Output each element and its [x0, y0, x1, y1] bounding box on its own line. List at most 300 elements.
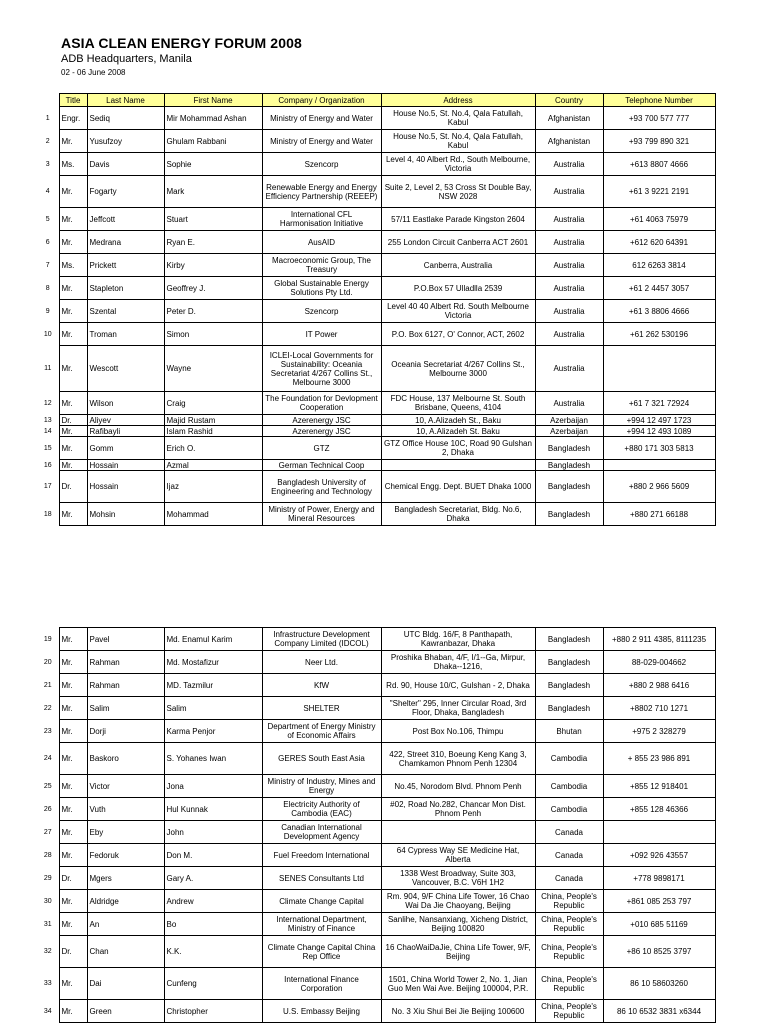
row-number: 13: [43, 416, 52, 424]
cell-address: #02, Road No.282, Chancar Mon Dist. Phnom Penh: [381, 798, 535, 821]
cell-telephone: +880 2 911 4385, 8111235: [603, 628, 715, 651]
cell-last-name: Rahman: [87, 651, 164, 674]
cell-country: Australia: [535, 323, 603, 346]
cell-address: House No.5, St. No.4, Qala Fatullah, Kabul: [381, 107, 535, 130]
table-row: [37, 968, 715, 1000]
cell-last-name: Salim: [87, 697, 164, 720]
cell-organization: Infrastructure Development Company Limited (IDCOL): [262, 628, 381, 651]
cell-telephone: +612 620 64391: [603, 231, 715, 254]
cell-title: Mr.: [59, 968, 87, 1000]
cell-title: Mr.: [59, 1000, 87, 1023]
cell-telephone: +010 685 51169: [603, 913, 715, 936]
cell-first-name: Sophie: [164, 153, 262, 176]
cell-address: Oceania Secretariat 4/267 Collins St., Melbourne 3000: [381, 346, 535, 392]
cell-first-name: MD. Tazmilur: [164, 674, 262, 697]
table-header-row: [37, 94, 715, 107]
cell-first-name: Craig: [164, 392, 262, 415]
cell-address: 255 London Circuit Canberra ACT 2601: [381, 231, 535, 254]
cell-organization: Ministry of Energy and Water: [262, 130, 381, 153]
cell-title: Mr.: [59, 231, 87, 254]
row-number: 17: [43, 483, 52, 490]
cell-last-name: Mgers: [87, 867, 164, 890]
cell-country: Canada: [535, 867, 603, 890]
cell-title: Mr.: [59, 323, 87, 346]
cell-country: China, People's Republic: [535, 1000, 603, 1023]
cell-country: Canada: [535, 844, 603, 867]
cell-organization: International Finance Corporation: [262, 968, 381, 1000]
cell-title: Engr.: [59, 107, 87, 130]
cell-organization: Climate Change Capital: [262, 890, 381, 913]
cell-country: Azerbaijan: [535, 415, 603, 426]
cell-last-name: Mohsin: [87, 503, 164, 526]
cell-telephone: +880 271 66188: [603, 503, 715, 526]
cell-telephone: +092 926 43557: [603, 844, 715, 867]
cell-telephone: + 855 23 986 891: [603, 743, 715, 775]
row-number: 24: [43, 755, 52, 762]
cell-country: Australia: [535, 231, 603, 254]
table-row: [37, 821, 715, 844]
table-row: [37, 254, 715, 277]
cell-address: 10, A.Alizadeh St. Baku: [381, 426, 535, 437]
cell-address: Level 4, 40 Albert Rd., South Melbourne, Victoria: [381, 153, 535, 176]
cell-first-name: Jona: [164, 775, 262, 798]
row-number: 30: [43, 897, 52, 905]
cell-address: [381, 460, 535, 471]
cell-telephone: +994 12 497 1723: [603, 415, 715, 426]
cell-organization: Neer Ltd.: [262, 651, 381, 674]
row-number: 29: [43, 874, 52, 882]
cell-title: Dr.: [59, 936, 87, 968]
cell-title: Mr.: [59, 651, 87, 674]
cell-address: 16 ChaoWaiDaJie, China Life Tower, 9/F, Beijing: [381, 936, 535, 968]
cell-first-name: Azmal: [164, 460, 262, 471]
cell-title: Mr.: [59, 346, 87, 392]
cell-title: Mr.: [59, 426, 87, 437]
cell-last-name: An: [87, 913, 164, 936]
cell-last-name: Green: [87, 1000, 164, 1023]
table-row: [37, 697, 715, 720]
row-number: 34: [43, 1007, 52, 1015]
cell-organization: Bangladesh University of Engineering and Technology: [262, 471, 381, 503]
table-row: [37, 798, 715, 821]
cell-organization: SHELTER: [262, 697, 381, 720]
cell-first-name: Ijaz: [164, 471, 262, 503]
cell-country: Azerbaijan: [535, 426, 603, 437]
cell-last-name: Wescott: [87, 346, 164, 392]
table-row: [37, 346, 715, 392]
cell-country: Australia: [535, 254, 603, 277]
cell-telephone: +855 12 918401: [603, 775, 715, 798]
cell-first-name: Bo: [164, 913, 262, 936]
row-number: 27: [43, 828, 52, 836]
cell-first-name: Andrew: [164, 890, 262, 913]
cell-telephone: +61 4063 75979: [603, 208, 715, 231]
cell-last-name: Stapleton: [87, 277, 164, 300]
table-row: [37, 775, 715, 798]
cell-first-name: Ghulam Rabbani: [164, 130, 262, 153]
cell-telephone: +86 10 8525 3797: [603, 936, 715, 968]
cell-last-name: Hossain: [87, 460, 164, 471]
cell-country: Afghanistan: [535, 130, 603, 153]
cell-organization: Electricity Authority of Cambodia (EAC): [262, 798, 381, 821]
table-row: [37, 130, 715, 153]
cell-first-name: Cunfeng: [164, 968, 262, 1000]
cell-last-name: Troman: [87, 323, 164, 346]
cell-first-name: Majid Rustam: [164, 415, 262, 426]
cell-last-name: Aldridge: [87, 890, 164, 913]
cell-first-name: John: [164, 821, 262, 844]
cell-country: China, People's Republic: [535, 890, 603, 913]
cell-first-name: Md. Enamul Karim: [164, 628, 262, 651]
row-number: 31: [43, 920, 52, 928]
cell-address: FDC House, 137 Melbourne St. South Brisbane, Queens, 4104: [381, 392, 535, 415]
cell-last-name: Gomm: [87, 437, 164, 460]
cell-first-name: Islam Rashid: [164, 426, 262, 437]
cell-address: No. 3 Xiu Shui Bei Jie Beijing 100600: [381, 1000, 535, 1023]
row-number: 6: [45, 238, 50, 246]
row-number: 5: [45, 215, 50, 223]
table-row: [37, 674, 715, 697]
document-subtitle: ADB Headquarters, Manila: [61, 53, 192, 65]
cell-address: Level 40 40 Albert Rd. South Melbourne Victoria: [381, 300, 535, 323]
cell-address: P.O.Box 57 Ulladlla 2539: [381, 277, 535, 300]
table-row: [37, 300, 715, 323]
table-row: [37, 936, 715, 968]
cell-title: Mr.: [59, 720, 87, 743]
cell-first-name: Don M.: [164, 844, 262, 867]
column-header-title: Title: [59, 94, 87, 107]
cell-last-name: Prickett: [87, 254, 164, 277]
cell-last-name: Aliyev: [87, 415, 164, 426]
cell-last-name: Davis: [87, 153, 164, 176]
table-row: [37, 503, 715, 526]
cell-organization: AusAID: [262, 231, 381, 254]
cell-telephone: +61 262 530196: [603, 323, 715, 346]
cell-address: UTC Bldg. 16/F, 8 Panthapath, Kawranbazar, Dhaka: [381, 628, 535, 651]
cell-title: Mr.: [59, 697, 87, 720]
cell-country: Bangladesh: [535, 628, 603, 651]
cell-telephone: +613 8807 4666: [603, 153, 715, 176]
table-row: [37, 867, 715, 890]
cell-organization: Ministry of Industry, Mines and Energy: [262, 775, 381, 798]
cell-telephone: +8802 710 1271: [603, 697, 715, 720]
cell-last-name: Vuth: [87, 798, 164, 821]
cell-telephone: +61 2 4457 3057: [603, 277, 715, 300]
row-number: 7: [45, 261, 50, 269]
cell-last-name: Eby: [87, 821, 164, 844]
cell-telephone: [603, 460, 715, 471]
cell-country: Bhutan: [535, 720, 603, 743]
cell-last-name: Fogarty: [87, 176, 164, 208]
row-number: 28: [43, 851, 52, 859]
cell-first-name: Salim: [164, 697, 262, 720]
cell-organization: International CFL Harmonisation Initiative: [262, 208, 381, 231]
table-row: [37, 176, 715, 208]
cell-address: Chemical Engg. Dept. BUET Dhaka 1000: [381, 471, 535, 503]
cell-organization: Ministry of Energy and Water: [262, 107, 381, 130]
cell-title: Mr.: [59, 844, 87, 867]
row-number: 19: [43, 635, 52, 643]
cell-title: Mr.: [59, 743, 87, 775]
cell-country: Bangladesh: [535, 471, 603, 503]
cell-address: "Shelter" 295, Inner Circular Road, 3rd Floor, Dhaka, Bangladesh: [381, 697, 535, 720]
cell-country: Australia: [535, 153, 603, 176]
cell-first-name: Stuart: [164, 208, 262, 231]
cell-telephone: [603, 821, 715, 844]
table-row: [37, 720, 715, 743]
cell-telephone: +880 2 988 6416: [603, 674, 715, 697]
cell-telephone: +778 9898171: [603, 867, 715, 890]
cell-title: Mr.: [59, 674, 87, 697]
cell-last-name: Dorji: [87, 720, 164, 743]
cell-country: Australia: [535, 277, 603, 300]
cell-organization: U.S. Embassy Beijing: [262, 1000, 381, 1023]
cell-first-name: Mark: [164, 176, 262, 208]
row-number: 12: [43, 399, 52, 407]
cell-organization: Canadian International Development Agency: [262, 821, 381, 844]
row-number: 26: [43, 805, 52, 813]
cell-address: Sanlihe, Nansanxiang, Xicheng District, Beijing 100820: [381, 913, 535, 936]
cell-telephone: +61 3 8806 4666: [603, 300, 715, 323]
cell-last-name: Victor: [87, 775, 164, 798]
cell-telephone: +93 700 577 777: [603, 107, 715, 130]
cell-first-name: Hul Kunnak: [164, 798, 262, 821]
cell-country: Bangladesh: [535, 697, 603, 720]
cell-first-name: K.K.: [164, 936, 262, 968]
table-row: [37, 651, 715, 674]
cell-first-name: Mohammad: [164, 503, 262, 526]
cell-organization: Fuel Freedom International: [262, 844, 381, 867]
cell-telephone: +880 2 966 5609: [603, 471, 715, 503]
cell-country: China, People's Republic: [535, 913, 603, 936]
cell-telephone: +975 2 328279: [603, 720, 715, 743]
cell-country: Bangladesh: [535, 460, 603, 471]
table-row: [37, 460, 715, 471]
cell-telephone: +61 7 321 72924: [603, 392, 715, 415]
row-number: 33: [43, 980, 52, 987]
cell-country: Cambodia: [535, 798, 603, 821]
cell-country: Australia: [535, 176, 603, 208]
cell-organization: GERES South East Asia: [262, 743, 381, 775]
cell-last-name: Wilson: [87, 392, 164, 415]
participants-table-page-1: [37, 93, 716, 526]
cell-organization: International Department, Ministry of Finance: [262, 913, 381, 936]
cell-first-name: Christopher: [164, 1000, 262, 1023]
cell-first-name: Kirby: [164, 254, 262, 277]
cell-telephone: +994 12 493 1089: [603, 426, 715, 437]
cell-address: 1501, China World Tower 2, No. 1, Jian Guo Men Wai Ave. Beijing 100004, P.R.: [381, 968, 535, 1000]
participants-table-page-2: [37, 627, 716, 1023]
cell-first-name: S. Yohanes Iwan: [164, 743, 262, 775]
cell-address: Rm. 904, 9/F China Life Tower, 16 Chao Wai Da Jie Chaoyang, Beijing: [381, 890, 535, 913]
cell-organization: German Technical Coop: [262, 460, 381, 471]
cell-address: 422, Street 310, Boeung Keng Kang 3, Chamkamon Phnom Penh 12304: [381, 743, 535, 775]
cell-address: [381, 821, 535, 844]
cell-title: Mr.: [59, 300, 87, 323]
table-row: [37, 323, 715, 346]
column-header-organization: Company / Organization: [262, 94, 381, 107]
table-row: [37, 231, 715, 254]
column-header-telephone: Telephone Number: [603, 94, 715, 107]
cell-organization: Ministry of Power, Energy and Mineral Resources: [262, 503, 381, 526]
table-row: [37, 471, 715, 503]
table-row: [37, 415, 715, 426]
cell-organization: Azerenergy JSC: [262, 415, 381, 426]
cell-organization: GTZ: [262, 437, 381, 460]
cell-address: Rd. 90, House 10/C, Gulshan - 2, Dhaka: [381, 674, 535, 697]
cell-last-name: Pavel: [87, 628, 164, 651]
row-number: 9: [45, 307, 50, 315]
cell-country: Bangladesh: [535, 674, 603, 697]
cell-organization: ICLEI-Local Governments for Sustainability: Oceania Secretariat 4/267 Collins St., Melbourne 3000: [262, 346, 381, 392]
cell-organization: The Foundation for Devlopment Cooperation: [262, 392, 381, 415]
cell-first-name: Gary A.: [164, 867, 262, 890]
cell-last-name: Chan: [87, 936, 164, 968]
cell-address: Canberra, Australia: [381, 254, 535, 277]
row-number: 23: [43, 727, 52, 735]
cell-organization: Szencorp: [262, 153, 381, 176]
cell-organization: Climate Change Capital China Rep Office: [262, 936, 381, 968]
cell-country: China, People's Republic: [535, 936, 603, 968]
cell-last-name: Baskoro: [87, 743, 164, 775]
document-title: ASIA CLEAN ENERGY FORUM 2008: [61, 35, 302, 51]
cell-first-name: Ryan E.: [164, 231, 262, 254]
cell-telephone: 612 6263 3814: [603, 254, 715, 277]
cell-telephone: [603, 346, 715, 392]
cell-title: Mr.: [59, 130, 87, 153]
cell-title: Mr.: [59, 775, 87, 798]
table-row: [37, 392, 715, 415]
cell-last-name: Hossain: [87, 471, 164, 503]
cell-title: Mr.: [59, 821, 87, 844]
cell-telephone: +855 128 46366: [603, 798, 715, 821]
row-number: 8: [45, 284, 50, 292]
cell-first-name: Mir Mohammad Ashan: [164, 107, 262, 130]
cell-title: Mr.: [59, 437, 87, 460]
table-row: [37, 628, 715, 651]
table-row: [37, 890, 715, 913]
cell-address: 1338 West Broadway, Suite 303, Vancouver, B.C. V6H 1H2: [381, 867, 535, 890]
cell-organization: Azerenergy JSC: [262, 426, 381, 437]
cell-country: Bangladesh: [535, 437, 603, 460]
cell-title: Mr.: [59, 628, 87, 651]
column-header-country: Country: [535, 94, 603, 107]
cell-telephone: +61 3 9221 2191: [603, 176, 715, 208]
row-number: 16: [43, 461, 52, 469]
cell-address: P.O. Box 6127, O' Connor, ACT, 2602: [381, 323, 535, 346]
cell-last-name: Rahman: [87, 674, 164, 697]
row-number: 21: [43, 681, 52, 689]
table-row: [37, 437, 715, 460]
cell-title: Mr.: [59, 503, 87, 526]
cell-title: Dr.: [59, 867, 87, 890]
cell-address: Bangladesh Secretariat, Bldg. No.6, Dhaka: [381, 503, 535, 526]
cell-telephone: +93 799 890 321: [603, 130, 715, 153]
cell-country: Cambodia: [535, 775, 603, 798]
cell-country: Australia: [535, 300, 603, 323]
cell-first-name: Karma Penjor: [164, 720, 262, 743]
cell-country: Canada: [535, 821, 603, 844]
cell-organization: Department of Energy Ministry of Economic Affairs: [262, 720, 381, 743]
cell-last-name: Jeffcott: [87, 208, 164, 231]
cell-last-name: Sediq: [87, 107, 164, 130]
row-number: 15: [43, 444, 52, 452]
cell-address: No.45, Norodom Blvd. Phnom Penh: [381, 775, 535, 798]
table-row: [37, 1000, 715, 1023]
table-row: [37, 426, 715, 437]
cell-organization: SENES Consultants Ltd: [262, 867, 381, 890]
cell-last-name: Medrana: [87, 231, 164, 254]
table-row: [37, 208, 715, 231]
cell-first-name: Erich O.: [164, 437, 262, 460]
cell-address: Post Box No.106, Thimpu: [381, 720, 535, 743]
cell-address: 10, A.Alizadeh St., Baku: [381, 415, 535, 426]
cell-country: Bangladesh: [535, 503, 603, 526]
cell-country: Afghanistan: [535, 107, 603, 130]
cell-address: 64 Cypress Way SE Medicine Hat, Alberta: [381, 844, 535, 867]
row-number-header: [37, 94, 59, 107]
cell-title: Ms.: [59, 153, 87, 176]
cell-first-name: Geoffrey J.: [164, 277, 262, 300]
cell-last-name: Rafibayli: [87, 426, 164, 437]
cell-title: Mr.: [59, 890, 87, 913]
cell-last-name: Yusufzoy: [87, 130, 164, 153]
row-number: 3: [45, 160, 50, 168]
cell-title: Mr.: [59, 798, 87, 821]
cell-country: Bangladesh: [535, 651, 603, 674]
cell-title: Mr.: [59, 392, 87, 415]
table-row: [37, 107, 715, 130]
cell-title: Mr.: [59, 460, 87, 471]
cell-telephone: +861 085 253 797: [603, 890, 715, 913]
row-number: 18: [43, 510, 52, 518]
cell-title: Dr.: [59, 471, 87, 503]
cell-first-name: Wayne: [164, 346, 262, 392]
cell-first-name: Simon: [164, 323, 262, 346]
table-row: [37, 743, 715, 775]
table-row: [37, 153, 715, 176]
cell-organization: KfW: [262, 674, 381, 697]
row-number: 11: [44, 365, 52, 372]
cell-last-name: Dai: [87, 968, 164, 1000]
row-number: 20: [43, 658, 52, 666]
cell-organization: Szencorp: [262, 300, 381, 323]
cell-country: China, People's Republic: [535, 968, 603, 1000]
table-body-page-2: [37, 628, 715, 1023]
cell-telephone: +880 171 303 5813: [603, 437, 715, 460]
column-header-address: Address: [381, 94, 535, 107]
table-row: [37, 277, 715, 300]
cell-title: Mr.: [59, 277, 87, 300]
column-header-last-name: Last Name: [87, 94, 164, 107]
table-body-page-1: [37, 107, 715, 526]
row-number: 32: [43, 948, 52, 955]
cell-organization: Global Sustainable Energy Solutions Pty Ltd.: [262, 277, 381, 300]
row-number: 10: [43, 330, 52, 338]
cell-title: Mr.: [59, 208, 87, 231]
table-row: [37, 913, 715, 936]
table-row: [37, 844, 715, 867]
cell-title: Dr.: [59, 415, 87, 426]
cell-organization: IT Power: [262, 323, 381, 346]
cell-address: House No.5, St. No.4, Qala Fatullah, Kabul: [381, 130, 535, 153]
cell-title: Mr.: [59, 913, 87, 936]
cell-title: Mr.: [59, 176, 87, 208]
cell-telephone: 86 10 58603260: [603, 968, 715, 1000]
column-header-first-name: First Name: [164, 94, 262, 107]
cell-first-name: Md. Mostafizur: [164, 651, 262, 674]
cell-country: Australia: [535, 346, 603, 392]
